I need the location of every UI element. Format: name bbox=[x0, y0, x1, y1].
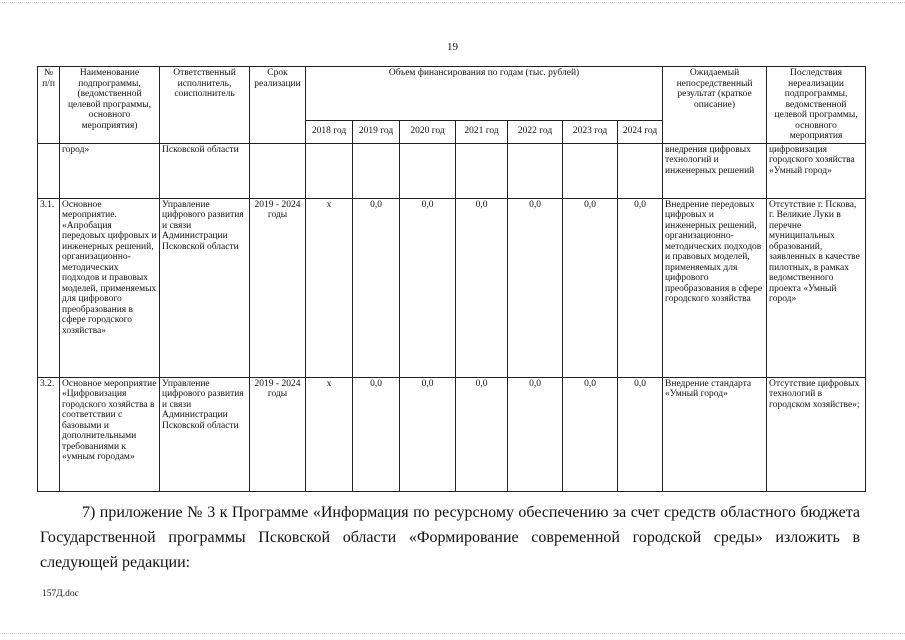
header-year: 2018 год bbox=[306, 120, 353, 143]
header-financing: Объем финансирования по годам (тыс. рублей) bbox=[306, 67, 663, 121]
header-year: 2023 год bbox=[563, 120, 618, 143]
page-number: 19 bbox=[447, 41, 458, 53]
table-row bbox=[38, 198, 866, 377]
row-value: 0,0 bbox=[618, 198, 663, 377]
row-result: внедрения цифровых технологий и инженерных решений bbox=[663, 143, 767, 198]
row-value bbox=[618, 143, 663, 198]
row-executor: Управление цифрового развития и связи Администрации Псковской области bbox=[160, 377, 250, 491]
row-value: 0,0 bbox=[400, 377, 456, 491]
header-consequences: Последствия нереализации подпрограммы, ведомственной целевой программы, основного мероприятия bbox=[767, 67, 866, 144]
header-num: № п/п bbox=[38, 67, 60, 144]
row-value: 0,0 bbox=[508, 377, 563, 491]
row-value bbox=[353, 143, 400, 198]
row-value: 0,0 bbox=[353, 198, 400, 377]
table-row bbox=[38, 143, 866, 198]
row-value: х bbox=[306, 377, 353, 491]
row-num bbox=[38, 143, 60, 198]
row-value bbox=[563, 143, 618, 198]
header-result: Ожидаемый непосредственный результат (краткое описание) bbox=[663, 67, 767, 144]
row-value: 0,0 bbox=[456, 198, 508, 377]
row-name: город» bbox=[60, 143, 160, 198]
scan-edge-top bbox=[0, 2, 905, 3]
header-row bbox=[38, 67, 866, 121]
row-value: 0,0 bbox=[456, 377, 508, 491]
row-value: 0,0 bbox=[618, 377, 663, 491]
row-term: 2019 - 2024 годы bbox=[250, 198, 306, 377]
row-value: 0,0 bbox=[400, 198, 456, 377]
scan-edge-bottom bbox=[0, 633, 905, 634]
header-term: Срок реализации bbox=[250, 67, 306, 144]
row-term: 2019 - 2024 годы bbox=[250, 377, 306, 491]
header-year: 2020 год bbox=[400, 120, 456, 143]
row-term bbox=[250, 143, 306, 198]
row-executor: Управление цифрового развития и связи Администрации Псковской области bbox=[160, 198, 250, 377]
row-consequences: Отсутствие г. Пскова, г. Великие Луки в перечне муниципальных образований, заявленных в качестве пилотных, в рамках ведомственного проекта «Умный город» bbox=[767, 198, 866, 377]
row-num: 3.2. bbox=[38, 377, 60, 491]
row-value: 0,0 bbox=[353, 377, 400, 491]
header-executor: Ответственный исполнитель, соисполнитель bbox=[160, 67, 250, 144]
row-consequences: цифровизация городского хозяйства «Умный город» bbox=[767, 143, 866, 198]
row-name: Основное мероприятие «Цифровизация городского хозяйства в соответствии с базовыми и дополнительными требованиями к «умным городам» bbox=[60, 377, 160, 491]
row-value bbox=[400, 143, 456, 198]
row-name: Основное мероприятие. «Апробация передовых цифровых и инженерных решений, организационно-методических подходов и правовых моделей, применяемых для цифрового преобразования в сфере городского хозяйства» bbox=[60, 198, 160, 377]
header-year: 2022 год bbox=[508, 120, 563, 143]
header-year: 2021 год bbox=[456, 120, 508, 143]
financing-table bbox=[37, 66, 866, 492]
row-result: Внедрение стандарта «Умный город» bbox=[663, 377, 767, 491]
row-value bbox=[306, 143, 353, 198]
row-result: Внедрение передовых цифровых и инженерных решений, организационно-методических подходов и правовых моделей, применяемых для цифрового преобразования в сфере городского хозяйства bbox=[663, 198, 767, 377]
row-executor: Псковской области bbox=[160, 143, 250, 198]
header-name: Наименование подпрограммы, (ведомственной целевой программы, основного мероприятия) bbox=[60, 67, 160, 144]
header-year: 2019 год bbox=[353, 120, 400, 143]
header-year: 2024 год bbox=[618, 120, 663, 143]
table-row bbox=[38, 377, 866, 491]
row-consequences: Отсутствие цифровых технологий в городском хозяйстве»; bbox=[767, 377, 866, 491]
row-value: 0,0 bbox=[563, 377, 618, 491]
row-value: 0,0 bbox=[563, 198, 618, 377]
row-value: 0,0 bbox=[508, 198, 563, 377]
amendment-paragraph: 7) приложение № 3 к Программе «Информация по ресурсному обеспечению за счет средств областного бюджета Государственной программы Псковской области «Формирование современной городской среды» изложить в следующей редакции: bbox=[40, 504, 860, 571]
row-value bbox=[456, 143, 508, 198]
footer-filename: 157Д.doc bbox=[42, 589, 79, 599]
row-value bbox=[508, 143, 563, 198]
row-num: 3.1. bbox=[38, 198, 60, 377]
row-value: х bbox=[306, 198, 353, 377]
